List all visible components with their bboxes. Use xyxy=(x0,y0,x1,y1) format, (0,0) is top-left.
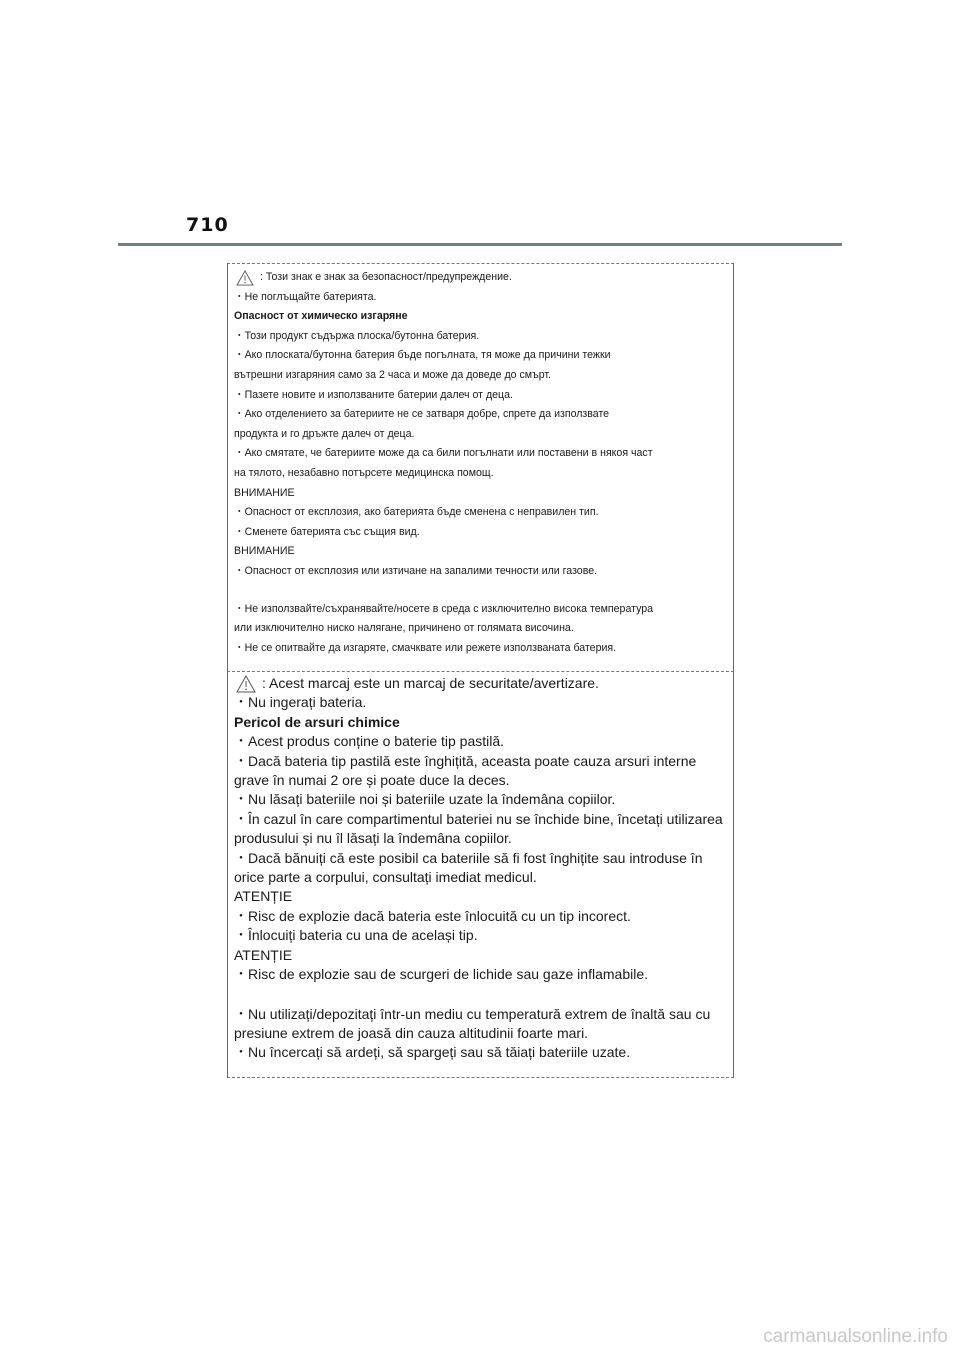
notice-line: ・Сменете батерията със същия вид. xyxy=(234,525,420,538)
notice-line: ・Dacă bănuiți că este posibil ca bateriile să fi fost înghițite sau introduse în xyxy=(234,849,703,866)
warning-triangle-icon xyxy=(236,675,256,693)
warning-triangle-icon xyxy=(236,270,254,286)
notice-line: ・Înlocuiți bateria cu una de același tip. xyxy=(234,927,478,944)
notice-line: ・Nu utilizați/depozitați într-un mediu cu temperatură extrem de înaltă sau cu xyxy=(234,1005,711,1022)
notice-line: ・Ако отделението за батериите не се затваря добре, спрете да използвате xyxy=(234,408,610,421)
section-divider xyxy=(227,671,734,672)
romanian-notice-section xyxy=(234,674,730,1063)
notice-line: ・Risc de explozie sau de scurgeri de lichide sau gaze inflamabile. xyxy=(234,966,648,983)
notice-line: ATENȚIE xyxy=(234,946,293,963)
watermark[interactable]: carmanualsonline.info xyxy=(763,1326,948,1347)
notice-line: или изключително ниско налягане, причинено от голямата височина. xyxy=(234,622,574,635)
notice-line: produsului și nu îl lăsați la îndemâna copiilor. xyxy=(234,830,512,847)
notice-line: ・Dacă bateria tip pastilă este înghițită, aceasta poate cauza arsuri interne xyxy=(234,752,697,769)
notice-line: ATENȚIE xyxy=(234,888,293,905)
notice-line: ・Acest produs conține o baterie tip pastilă. xyxy=(234,733,505,750)
notice-line: ・Опасност от експлозия, ако батерията бъде сменена с неправилен тип. xyxy=(234,506,599,519)
warning-statement xyxy=(234,674,730,693)
notice-line: ВНИМАНИЕ xyxy=(234,486,295,499)
notice-line: ・Nu lăsați bateriile noi și bateriile uzate la îndemâna copiilor. xyxy=(234,791,616,808)
notice-line: ・Не поглъщайте батерията. xyxy=(234,290,377,303)
warning-statement-text: : Acest marcaj este un marcaj de securitate/avertizare. xyxy=(262,675,599,691)
page-number: 710 xyxy=(186,214,229,236)
notice-line: ・Nu încercați să ardeți, să spargeți sau să tăiați bateriile uzate. xyxy=(234,1044,631,1061)
notice-line: ・Ако смятате, че батериите може да са били погълнати или поставени в някоя част xyxy=(234,447,653,460)
header-rule xyxy=(118,243,842,246)
notice-line: продукта и го дръжте далеч от деца. xyxy=(234,427,415,440)
bulgarian-notice-section xyxy=(234,268,730,658)
notice-line: ・Пазете новите и използваните батерии далеч от деца. xyxy=(234,388,513,401)
notice-line: ・Ако плоската/бутонна батерия бъде погълната, тя може да причини тежки xyxy=(234,349,611,362)
notice-line: ・Не се опитвайте да изгаряте, смачквате или режете използваната батерия. xyxy=(234,641,617,654)
notice-line: orice parte a corpului, consultați imediat medicul. xyxy=(234,869,537,886)
section-heading: Опасност от химическо изгаряне xyxy=(234,310,408,323)
notice-line: ・Nu ingerați bateria. xyxy=(234,694,367,711)
section-heading: Pericol de arsuri chimice xyxy=(234,713,400,730)
notice-line: ・Този продукт съдържа плоска/бутонна батерия. xyxy=(234,329,480,342)
notice-line: ・Опасност от експлозия или изтичане на запалими течности или газове. xyxy=(234,564,598,577)
notice-line: ・Не използвайте/съхранявайте/носете в среда с изключително висока температура xyxy=(234,602,654,615)
notice-line: ВНИМАНИЕ xyxy=(234,545,295,558)
notice-line: grave în numai 2 ore și poate duce la deces. xyxy=(234,772,510,789)
notice-line: ・În cazul în care compartimentul bateriei nu se închide bine, încetați utilizarea xyxy=(234,810,723,827)
warning-statement-text: : Този знак е знак за безопасност/предупреждение. xyxy=(260,271,512,283)
notice-line: ・Risc de explozie dacă bateria este înlocuită cu un tip incorect. xyxy=(234,907,631,924)
notice-line: вътрешни изгаряния само за 2 часа и може да доведе до смърт. xyxy=(234,368,551,381)
warning-statement xyxy=(234,268,730,288)
notice-line: presiune extrem de joasă din cauza altitudinii foarte mari. xyxy=(234,1024,589,1041)
notice-line: на тялото, незабавно потърсете медицинска помощ. xyxy=(234,466,494,479)
